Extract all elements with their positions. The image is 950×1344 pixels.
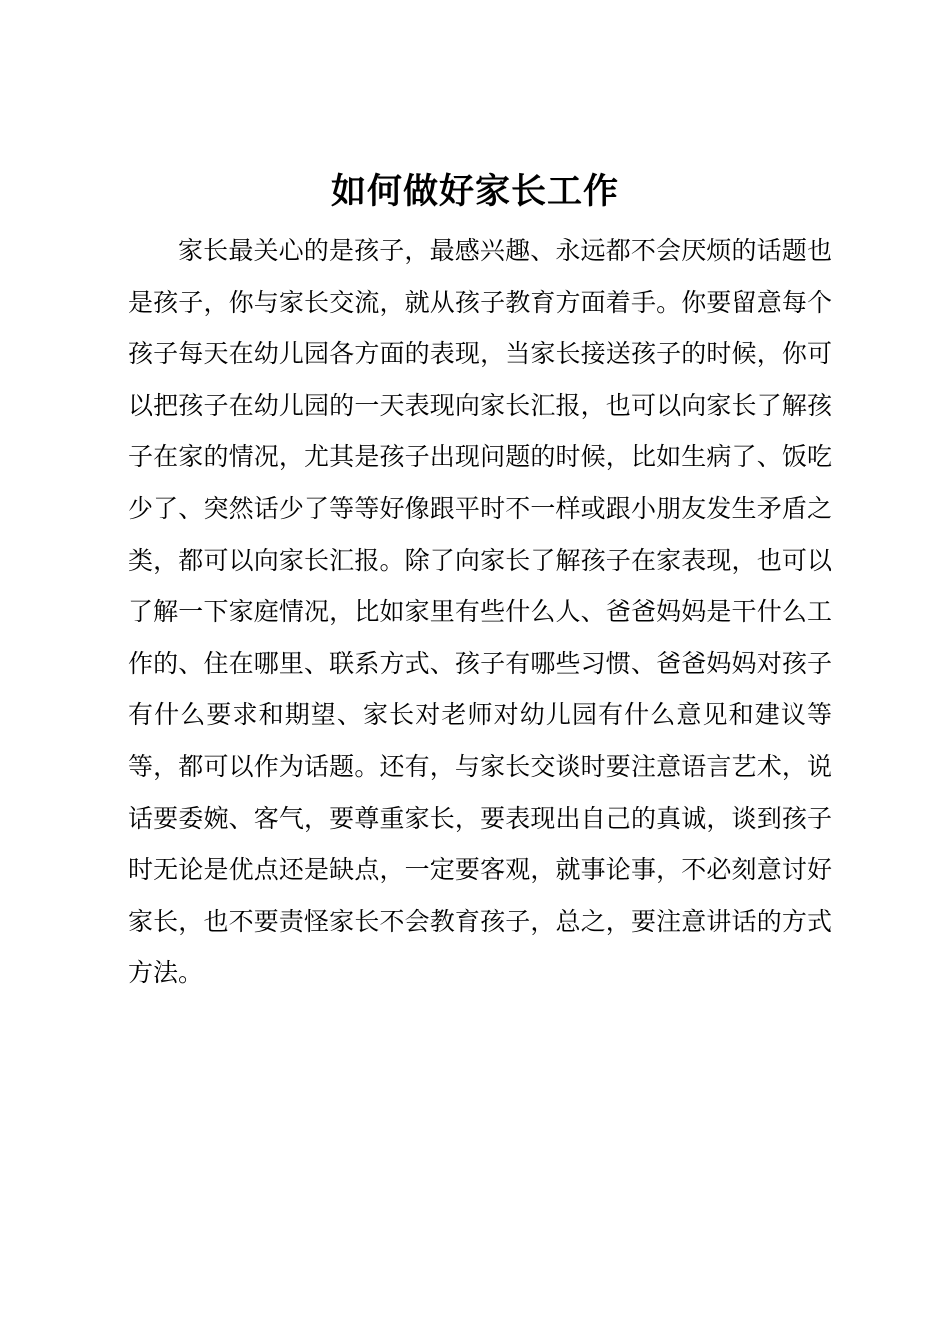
document-body-paragraph: 家长最关心的是孩子，最感兴趣、永远都不会厌烦的话题也是孩子，你与家长交流，就从孩子教育方面着手。你要留意每个孩子每天在幼儿园各方面的表现，当家长接送孩子的时候，你可以把孩子在幼儿园的一天表现向家长汇报，也可以向家长了解孩子在家的情况，尤其是孩子出现问题的时候，比如生病了、饭吃少了、突然话少了等等好像跟平时不一样或跟小朋友发生矛盾之类，都可以向家长汇报。除了向家长了解孩子在家表现，也可以了解一下家庭情况，比如家里有些什么人、爸爸妈妈是干什么工作的、住在哪里、联系方式、孩子有哪些习惯、爸爸妈妈对孩子有什么要求和期望、家长对老师对幼儿园有什么意见和建议等等，都可以作为话题。还有，与家长交谈时要注意语言艺术，说话要委婉、客气，要尊重家长，要表现出自己的真诚，谈到孩子时无论是优点还是缺点，一定要客观，就事论事，不必刻意讨好家长，也不要责怪家长不会教育孩子，总之，要注意讲话的方式方法。 xyxy=(128,236,832,988)
document-title: 如何做好家长工作 xyxy=(330,171,619,212)
